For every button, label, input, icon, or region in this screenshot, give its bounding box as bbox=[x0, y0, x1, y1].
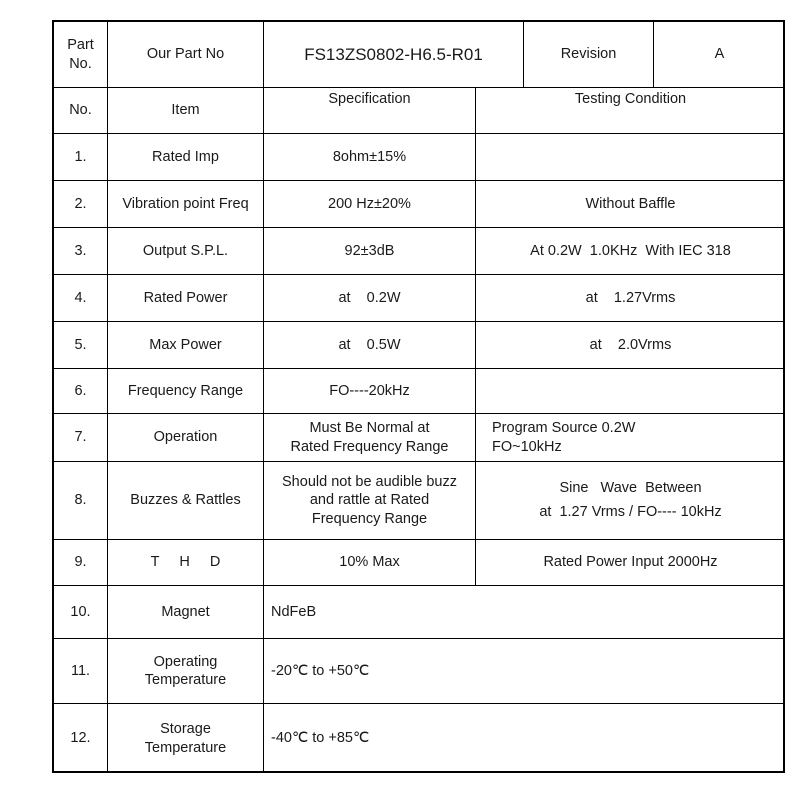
row-no: 7. bbox=[54, 414, 108, 462]
row-spec: at 0.2W bbox=[264, 275, 476, 322]
row-spec bbox=[264, 462, 476, 540]
row-item: Rated Imp bbox=[108, 134, 264, 181]
item-line: Temperature bbox=[144, 672, 227, 688]
row-spec: 200 Hz±20% bbox=[264, 181, 476, 228]
spec-line: Frequency Range bbox=[311, 510, 428, 527]
row-no: 11. bbox=[54, 639, 108, 704]
row-test: Without Baffle bbox=[476, 181, 785, 228]
row-value: -20℃ to +50℃ bbox=[264, 639, 785, 704]
row-item: Magnet bbox=[108, 586, 264, 639]
row-test: At 0.2W 1.0KHz With IEC 318 bbox=[476, 228, 785, 275]
col-header-item: Item bbox=[108, 88, 264, 134]
row-no: 8. bbox=[54, 462, 108, 540]
row-item bbox=[108, 639, 264, 704]
row-spec: FO----20kHz bbox=[264, 369, 476, 414]
test-line: FO~10kHz bbox=[492, 438, 562, 455]
item-line: Storage bbox=[160, 721, 211, 738]
test-line: Program Source 0.2W bbox=[492, 420, 636, 437]
revision-label: Revision bbox=[524, 22, 654, 88]
spec-line: Should not be audible buzz bbox=[282, 474, 457, 491]
row-no: 9. bbox=[54, 540, 108, 586]
row-no: 2. bbox=[54, 181, 108, 228]
row-test: at 2.0Vrms bbox=[476, 322, 785, 369]
test-line: at 1.27 Vrms / FO---- 10kHz bbox=[539, 503, 722, 520]
spec-line: Must Be Normal at bbox=[309, 420, 430, 437]
row-item: Vibration point Freq bbox=[108, 181, 264, 228]
row-no: 1. bbox=[54, 134, 108, 181]
row-spec: 10% Max bbox=[264, 540, 476, 586]
test-line: Sine Wave Between bbox=[559, 480, 702, 497]
spec-table bbox=[52, 20, 785, 773]
row-test bbox=[476, 134, 785, 181]
our-part-no-label: Our Part No bbox=[108, 22, 264, 88]
row-spec: 8ohm±15% bbox=[264, 134, 476, 181]
row-item bbox=[108, 704, 264, 773]
row-value: NdFeB bbox=[264, 586, 785, 639]
item-line: Operating bbox=[153, 653, 218, 670]
row-item: Output S.P.L. bbox=[108, 228, 264, 275]
part-number: FS13ZS0802-H6.5-R01 bbox=[264, 22, 524, 88]
row-test: at 1.27Vrms bbox=[476, 275, 785, 322]
row-no: 4. bbox=[54, 275, 108, 322]
row-item: Frequency Range bbox=[108, 369, 264, 414]
row-spec: 92±3dB bbox=[264, 228, 476, 275]
row-no: 6. bbox=[54, 369, 108, 414]
col-header-specification: Specification bbox=[264, 88, 476, 134]
row-no: 10. bbox=[54, 586, 108, 639]
part-no-label-cell bbox=[54, 22, 108, 88]
row-no: 12. bbox=[54, 704, 108, 773]
item-line: Temperature bbox=[144, 739, 227, 756]
row-test bbox=[476, 414, 785, 462]
row-item: Rated Power bbox=[108, 275, 264, 322]
row-no: 3. bbox=[54, 228, 108, 275]
col-header-no: No. bbox=[54, 88, 108, 134]
row-test: Rated Power Input 2000Hz bbox=[476, 540, 785, 586]
spec-line: Rated Frequency Range bbox=[290, 438, 449, 455]
row-item: T H D bbox=[108, 540, 264, 586]
row-spec: at 0.5W bbox=[264, 322, 476, 369]
row-item: Buzzes & Rattles bbox=[108, 462, 264, 540]
part-no-label: Part No. bbox=[67, 37, 94, 72]
row-value: -40℃ to +85℃ bbox=[271, 730, 370, 747]
row-item: Operation bbox=[108, 414, 264, 462]
col-header-testing-condition: Testing Condition bbox=[476, 88, 785, 134]
row-test bbox=[476, 369, 785, 414]
spec-line: and rattle at Rated bbox=[309, 492, 430, 509]
row-spec bbox=[264, 414, 476, 462]
row-item: Max Power bbox=[108, 322, 264, 369]
revision-value: A bbox=[654, 22, 785, 88]
row-test bbox=[476, 462, 785, 540]
row-no: 5. bbox=[54, 322, 108, 369]
